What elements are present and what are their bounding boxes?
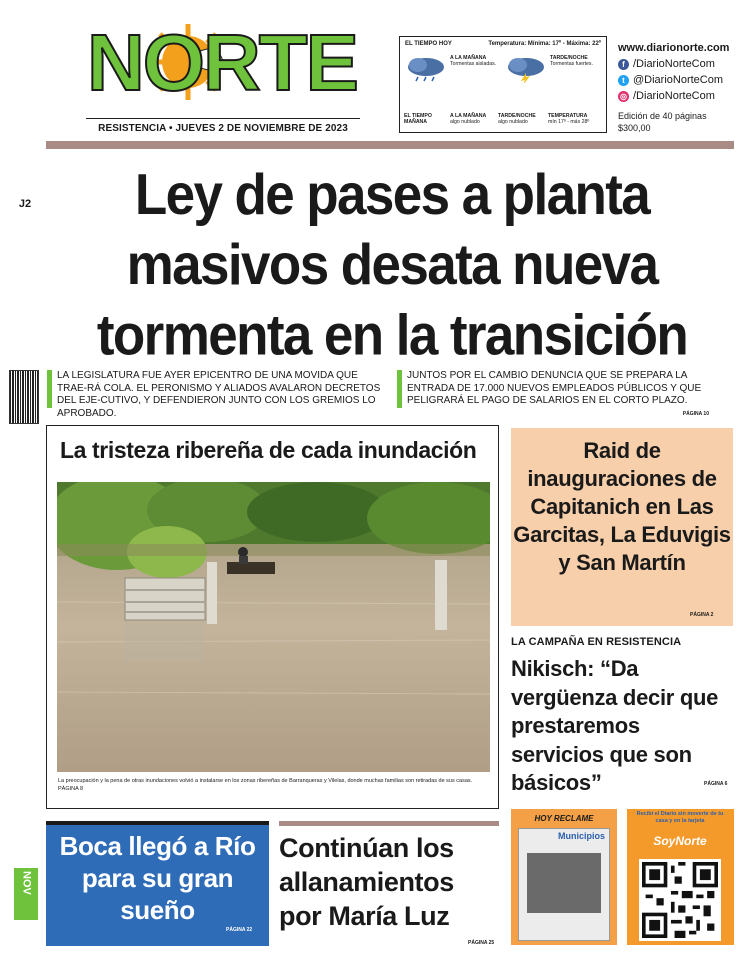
edition-pages: Edición de 40 páginas (618, 111, 707, 121)
weather-forecast-label: EL TIEMPO MAÑANA (404, 113, 432, 125)
main-headline[interactable]: Ley de pases a planta masivos desata nueva tormenta en la transición (96, 163, 688, 368)
deck-right (397, 370, 709, 417)
ad2-brand: SoyNorte (653, 834, 707, 848)
masthead-divider (46, 141, 734, 149)
flood-photo (57, 482, 490, 772)
barcode (9, 370, 39, 424)
raid-page-ref: PÁGINA 2 (690, 612, 714, 618)
photo-story-title[interactable]: La tristeza ribereña de cada inundación (60, 437, 477, 463)
website-link[interactable]: www.diarionorte.com (618, 42, 730, 54)
storm-cloud-icon (504, 55, 548, 83)
edition-info (618, 110, 728, 134)
month-tab (14, 868, 38, 920)
twitter-link[interactable]: @DiarioNorteCom (633, 74, 724, 86)
weather-temps: Temperatura: Mínima: 17º - Máxima: 22º (488, 41, 601, 47)
ad1-magazine-cover (518, 828, 610, 941)
ad1-brand: Municipios (558, 831, 605, 841)
twitter-icon: t (618, 75, 629, 86)
weather-title: EL TIEMPO HOY (405, 41, 452, 47)
raid-headline[interactable]: Raid de inauguraciones de Capitanich en Las Garcitas, La Eduvigis y San Martín (513, 438, 731, 575)
weather-box (399, 36, 607, 133)
weather-f2-desc: algo nublado (450, 119, 480, 125)
allanamientos-page-ref: PÁGINA 25 (468, 940, 495, 946)
boca-page-ref: PÁGINA 22 (226, 927, 253, 933)
weather-f3-desc: algo nublado (498, 119, 528, 125)
month-tab-text: NOV (20, 871, 33, 895)
instagram-icon: ◎ (618, 91, 629, 102)
web-info (618, 40, 748, 104)
nikisch-headline[interactable]: Nikisch: “Da vergüenza decir que prestaremos servicios que son básicos” (511, 656, 719, 795)
ad1-cover-photo (527, 853, 601, 913)
weather-morning-label: A LA MAÑANA (450, 55, 487, 61)
ad2-text: Recibí el Diario sin moverte de tu casa y en la tarjeta (636, 811, 724, 824)
weather-f2-label: A LA MAÑANA (450, 113, 487, 119)
rain-cloud-icon (404, 55, 448, 83)
dateline: RESISTENCIA • JUEVES 2 DE NOVIEMBRE DE 2023 (86, 118, 360, 134)
weather-f3-label: TARDE/NOCHE (498, 113, 536, 119)
ad1-title: HOY RECLAME (534, 814, 594, 823)
weather-f4-desc: mín 17º - máx 28º (548, 119, 590, 125)
deck-page-ref: PÁGINA 10 (682, 410, 709, 417)
boca-headline[interactable]: Boca llegó a Río para su gran sueño (59, 831, 256, 925)
side-date: J2 (18, 198, 32, 210)
weather-f4-label: TEMPERATURA (548, 113, 588, 119)
facebook-icon: f (618, 59, 629, 70)
nikisch-kicker: LA CAMPAÑA EN RESISTENCIA (511, 636, 682, 648)
edition-price: $300,00 (618, 123, 651, 133)
deck-left: LA LEGISLATURA FUE AYER EPICENTRO DE UNA MOVIDA QUE TRAE-RÁ COLA. EL PERONISMO Y ALIADOS AVALARON DECRETOS DEL EJE-CUTIVO, Y DEFENDIERON JUNTO CON LOS GREMIOS LO APROBADO. (47, 370, 389, 408)
weather-afternoon-label: TARDE/NOCHE (550, 55, 588, 61)
allanamientos-rule (279, 821, 499, 826)
deck-right-text: JUNTOS POR EL CAMBIO DENUNCIA QUE SE PREPARA LA ENTRADA DE 17.000 NUEVOS EMPLEADOS PÚBLICOS Y QUE PELIGRARÁ EL PAGO DE SALARIOS EN EL CORTO PLAZO. (407, 370, 702, 406)
logo: NORTE (87, 18, 357, 107)
nikisch-page-ref: PÁGINA 6 (704, 781, 728, 787)
weather-afternoon-desc: Tormentas fuertes. (550, 61, 593, 67)
weather-morning-desc: Tormentas aisladas. (450, 61, 497, 67)
photo-caption: La preocupación y la pena de otras inundaciones volvió a instalarse en los zonas ribereñas de Barranqueras y Vilelas, donde muchas familias son retiradas de sus casas. PÁGINA 8 (58, 778, 473, 792)
allanamientos-headline[interactable]: Continúan los allanamientos por María Luz (279, 833, 454, 931)
qr-code-icon[interactable] (639, 859, 721, 941)
instagram-link[interactable]: /DiarioNorteCom (633, 90, 715, 102)
facebook-link[interactable]: /DiarioNorteCom (633, 58, 715, 70)
